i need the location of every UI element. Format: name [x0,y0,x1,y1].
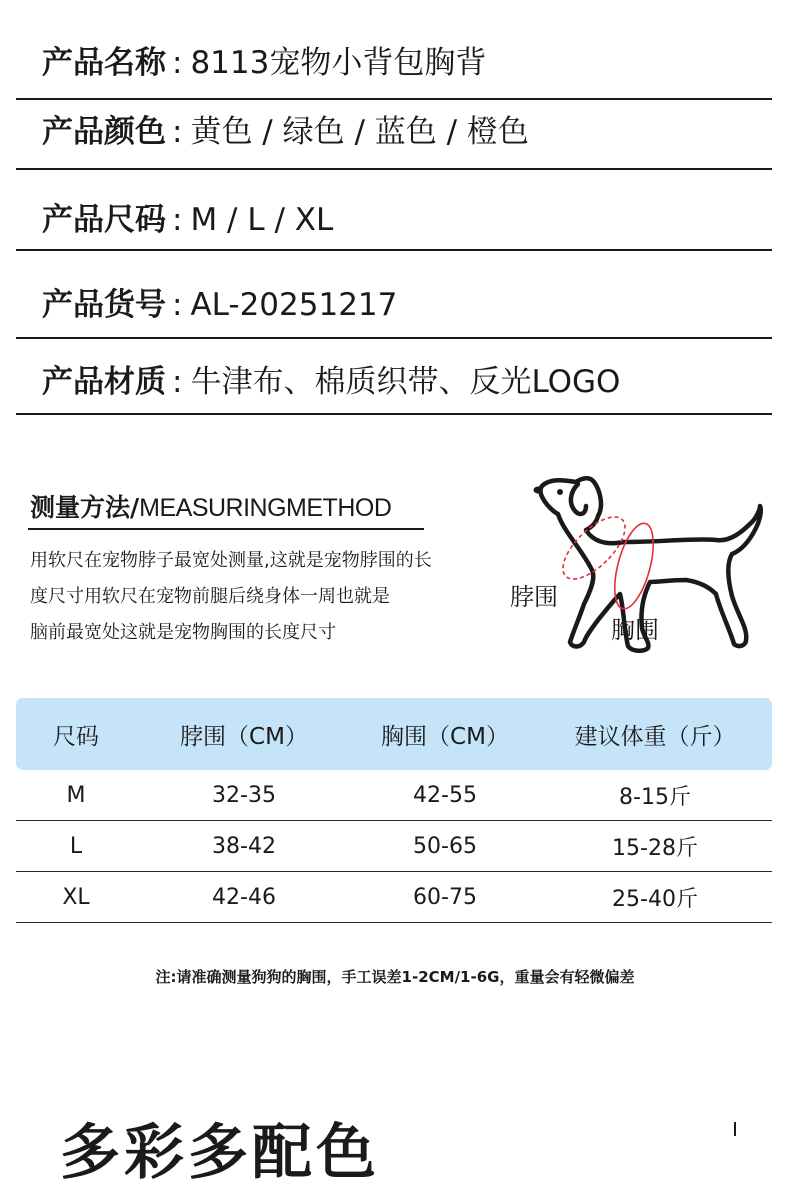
divider [16,168,772,170]
measuring-underline [28,528,424,530]
spec-label: 产品尺码 [42,202,166,238]
table-cell: L [69,833,83,859]
spec-separator: : [172,202,183,238]
divider-tick [734,1122,736,1136]
divider [16,249,772,251]
column-header: 脖围（CM） [180,723,308,750]
column-header: 胸围（CM） [381,723,509,750]
measuring-line: 用软尺在宠物脖子最宽处测量,这就是宠物脖围的长 [30,550,432,571]
spec-value: AL-20251217 [190,287,398,323]
divider [16,98,772,100]
spec-separator: : [172,114,183,150]
measuring-title-zh: 测量方法/ [30,493,140,522]
spec-label: 产品货号 [42,287,166,323]
spec-label: 产品材质 [42,364,166,400]
neck-label: 脖围 [510,583,558,611]
spec-value: 8113宠物小背包胸背 [190,45,487,81]
table-cell: 42-55 [413,782,477,808]
spec-row-name [42,43,762,83]
table-cell: 50-65 [413,833,477,859]
spec-row-item-number [42,285,762,325]
table-cell: 8-15斤 [619,784,691,810]
measuring-line: 度尺寸用软尺在宠物前腿后绕身体一周也就是 [30,586,390,607]
column-header: 建议体重（斤） [574,723,736,750]
measuring-line: 脑前最宽处这就是宠物胸围的长度尺寸 [30,622,336,643]
spec-value: M / L / XL [190,202,334,238]
spec-separator: : [172,364,183,400]
table-cell: 60-75 [413,884,477,910]
divider [16,413,772,415]
spec-separator: : [172,287,183,323]
section-heading-partial: 多彩多配色 [60,1118,380,1188]
table-row [16,872,772,923]
divider [16,337,772,339]
table-cell: 15-28斤 [612,835,698,861]
chest-label: 胸围 [611,616,659,644]
table-cell: 38-42 [212,833,276,859]
table-cell: M [66,782,86,808]
table-row [16,770,772,821]
spec-value: 牛津布、棉质织带、反光LOGO [190,364,621,400]
spec-row-material [42,362,762,402]
measuring-description [30,543,500,651]
table-cell: 25-40斤 [612,886,698,912]
spec-label: 产品颜色 [42,114,166,150]
spec-row-color [42,112,762,152]
table-row [16,821,772,872]
measuring-title-en: MEASURINGMETHOD [139,494,392,522]
table-cell: 32-35 [212,782,276,808]
measuring-title [30,490,391,526]
disclaimer-note: 注:请准确测量狗狗的胸围，手工误差1-2CM/1-6G，重量会有轻微偏差 [155,968,635,986]
table-cell: XL [62,884,90,910]
spec-row-size [42,200,762,240]
size-table [16,698,772,923]
spec-value: 黄色 / 绿色 / 蓝色 / 橙色 [190,114,529,150]
table-cell: 42-46 [212,884,276,910]
table-header [16,698,772,770]
spec-separator: : [172,45,183,81]
spec-label: 产品名称 [42,45,166,81]
column-header: 尺码 [53,723,99,750]
